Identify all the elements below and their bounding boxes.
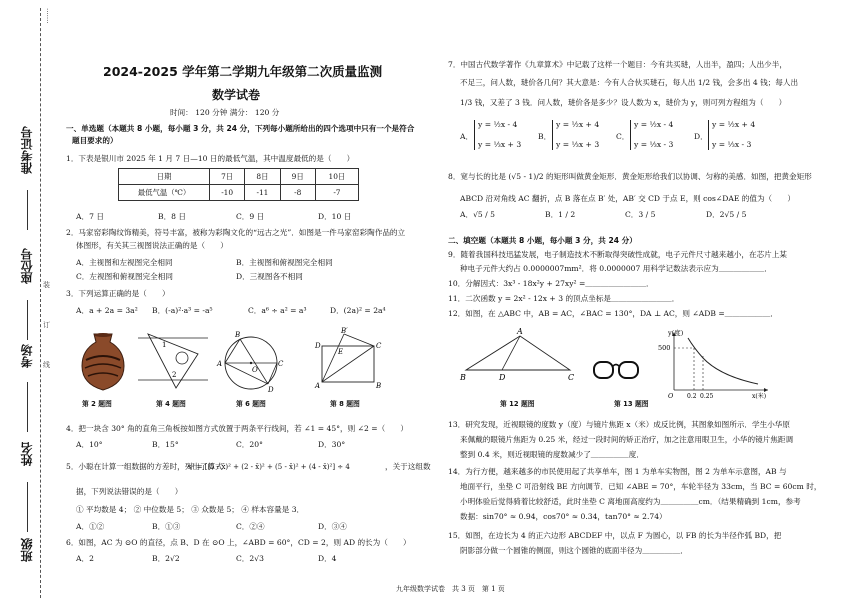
- q6-option-c: C．2√3: [236, 554, 264, 563]
- pottery-jar-figure: [80, 330, 126, 392]
- fold-mark-3: 线: [43, 361, 50, 369]
- q12-stem: 12．如图，在 △ABC 中，AB = AC，∠BAC = 130°，DA ⊥ AC，则 ∠ADB =＿＿＿＿＿＿．: [448, 309, 778, 318]
- section1-heading: 一、单选题（本题共 8 小题，每小题 3 分，共 24 分，下列每小题所给出的四个选项中只有一个是符合: [66, 124, 415, 133]
- q5-stem-2: 据，下列说法错误的是（ ）: [76, 487, 183, 496]
- q1-stem: 1．下表是银川市 2025 年 1 月 7 日—10 日的最低气温，其中温度最低的是（ ）: [66, 154, 355, 163]
- q6-option-d: D．4: [318, 554, 337, 563]
- name-line: [27, 482, 28, 532]
- q2-stem-2: 体图形，有关其三视图说法正确的是（ ）: [76, 241, 228, 250]
- q7-option-c-system: [630, 120, 673, 150]
- fig8-point-d-label: D: [315, 342, 321, 350]
- point-a-label: A: [217, 360, 223, 368]
- q7-stem-3: 1/3 钱，又差了 3 钱．问人数，琎价各是多少？设人数为 x，琎价为 y，则可列方程组为（ ）: [460, 98, 787, 107]
- point-o-label: O: [252, 366, 258, 374]
- point-e-label: E: [338, 348, 344, 356]
- q14-stem-2: 地面平行，坐垫 C 可沿射线 BE 方向调节．已知 ∠ABE = 70°，车轮半径为 33cm，当 BC = 60cm 时，: [460, 482, 822, 491]
- graph-x-axis-label: x(米): [752, 393, 767, 400]
- q5-option-a: A．①②: [76, 522, 105, 531]
- table-header-cell: 8日: [245, 169, 280, 185]
- q8-option-c: C．3 / 5: [625, 210, 656, 219]
- q8-stem-2: ABCD 沿对角线 AC 翻折，点 B 落在点 B′ 处，AB′ 交 CD 于点 E，则 cos∠DAE 的值为（ ）: [460, 194, 795, 203]
- fig12-point-b-label: B: [460, 373, 466, 382]
- seat-label: 座位号: [20, 248, 34, 284]
- table-cell: -10: [210, 185, 245, 201]
- name-label: 姓名: [20, 442, 34, 466]
- q5-variance-formula: s² = [(5 - x̄)² + (2 - x̄)² + (5 - x̄)² + (4 - x̄)²] ÷ 4: [188, 463, 350, 471]
- binding-strip: [0, 0, 52, 608]
- fold-mark-2: 订: [43, 321, 50, 329]
- q3-option-d: D．(2a)² = 2a⁴: [330, 306, 386, 315]
- q9-stem: 9．随着我国科技迅猛发展，电子制造技术不断取得突破性成就，电子元件尺寸越来越小，在芯片上某: [448, 250, 787, 259]
- q8-stem: 8．宽与长的比是 (√5 - 1)/2 的矩形叫做黄金矩形．黄金矩形给我们以协调、匀称的美感．如图，把黄金矩形: [448, 172, 812, 181]
- graph-x-tick-0-25: 0.25: [700, 393, 714, 400]
- q15-stem-2: 阴影部分做一个圆锥的侧面，则这个圆锥的底面半径为＿＿＿＿＿．: [460, 546, 688, 555]
- q6-circle-figure: [217, 328, 284, 394]
- fig4-caption: 第 4 题图: [156, 400, 186, 408]
- room-line: [27, 382, 28, 432]
- fig8-point-b-label: B: [376, 382, 382, 390]
- q6-option-a: A．2: [76, 554, 94, 563]
- time-info: 时间： 120 分钟 满分： 120 分: [170, 108, 280, 117]
- fig13-caption: 第 13 题图: [614, 400, 649, 408]
- q1-option-c: C．9 日: [236, 212, 265, 221]
- room-label: 考场: [20, 344, 34, 368]
- q11-stem: 11．二次函数 y = 2x² - 12x + 3 的顶点坐标是＿＿＿＿＿＿＿＿．: [448, 294, 680, 303]
- fig12-point-a-label: A: [517, 327, 523, 336]
- q14-stem-4: 数据：sin70° ≈ 0.94，cos70° ≈ 0.34，tan70° ≈ 2.74）: [460, 512, 667, 521]
- q13-stem-2: 来佩戴的眼镜片焦距为 0.25 米，经过一段时间的矫正治疗，加之注意用眼卫生，小华的镜片焦距调: [460, 435, 794, 444]
- point-b-label: B: [235, 331, 241, 339]
- table-row: [119, 169, 359, 185]
- q3-option-b: B．(-a)²·a³ = -a⁵: [152, 306, 213, 315]
- q4-stem: 4．把一块含 30° 角的直角三角板按如图方式放置于两条平行线间，若 ∠1 = 45°，则 ∠2 =（ ）: [66, 424, 408, 433]
- fig2-caption: 第 2 题图: [82, 400, 112, 408]
- table-cell: 最低气温（℃）: [119, 185, 210, 201]
- q7-option-a-eq1: y = ½x - 4: [478, 120, 518, 129]
- q15-stem: 15．如图，在边长为 4 的正六边形 ABCDEF 中，以点 F 为圆心，以 FB 的长为半径作弧 BD，把: [448, 531, 782, 540]
- exam-title: 2024-2025 学年第二学期九年级第二次质量监测: [103, 64, 383, 79]
- q7-option-b-system: [552, 120, 599, 150]
- q14-stem-3: 小明体验后觉得骑着比较舒适，此时坐垫 C 离地面高度约为＿＿＿＿＿cm．（结果精确到 1cm，参考: [460, 497, 801, 506]
- graph-x-tick-0-2: 0.2: [687, 393, 697, 400]
- fig6-caption: 第 6 题图: [236, 400, 266, 408]
- q4-option-d: D．30°: [318, 440, 346, 449]
- point-d-label: D: [268, 386, 274, 394]
- q5-stem-tail: ，关于这组数: [385, 462, 431, 471]
- q8-option-a: A．√5 / 5: [460, 210, 495, 219]
- seat-line: [27, 300, 28, 340]
- fig12-point-d-label: D: [499, 373, 506, 382]
- q13-stem-3: 整到 0.4 米，则近视眼镜的度数减少了＿＿＿＿＿度．: [460, 450, 644, 459]
- fig12-caption: 第 12 题图: [500, 400, 535, 408]
- q7-option-d-eq2: y = ⅓x - 3: [712, 140, 752, 149]
- table-row: [119, 185, 359, 201]
- exam-no-line: [27, 190, 28, 230]
- q5-option-c: C．②④: [236, 522, 265, 531]
- q7-option-b-eq1: y = ½x + 4: [556, 120, 600, 129]
- q4-option-c: C．20°: [236, 440, 263, 449]
- q10-stem: 10．分解因式：3x³ - 18x²y + 27xy² =＿＿＿＿＿＿＿＿．: [448, 279, 654, 288]
- q7-stem-2: 不足三，问人数，琎价各几何？其大意是：今有人合伙买琎石，每人出 1/2 钱，会多出 4 钱；每人出: [460, 78, 799, 87]
- q7-option-c-eq1: y = ½x - 4: [634, 120, 674, 129]
- q2-option-d: D．三视图各不相同: [236, 272, 303, 281]
- fig12-point-c-label: C: [568, 373, 575, 382]
- binding-dots: ·······: [43, 8, 51, 24]
- q2-option-c: C．左视图和俯视图完全相同: [76, 272, 173, 281]
- q7-option-b-label: B．: [538, 132, 552, 141]
- q4-triangle-figure: [138, 330, 208, 392]
- q5-option-b: B．①③: [152, 522, 181, 531]
- table-cell: -11: [245, 185, 280, 201]
- point-bprime-label: B′: [341, 327, 348, 335]
- q1-option-a: A．7 日: [76, 212, 104, 221]
- class-label: 班级: [20, 538, 34, 562]
- graph-y-axis-label: y(度): [668, 329, 684, 337]
- fig8-caption: 第 8 题图: [330, 400, 360, 408]
- q2-option-a: A．主视图和左视图完全相同: [76, 258, 173, 267]
- temperature-table: [118, 168, 359, 201]
- q7-option-a-label: A．: [460, 132, 474, 141]
- exam-subject: 数学试卷: [212, 88, 261, 102]
- q13-inverse-graph: [654, 328, 772, 400]
- q14-stem: 14．为行方便，越来越多的市民使用起了共享单车，图 1 为单车实物图，图 2 为单车示意图，AB 与: [448, 467, 787, 476]
- q13-stem: 13．研究发现，近视眼镜的度数 y（度）与镜片焦距 x（米）成反比例，其图象如图所示．学生小华原: [448, 420, 790, 429]
- q3-stem: 3．下列运算正确的是（ ）: [66, 289, 170, 298]
- q7-option-b-eq2: y = ⅓x + 3: [556, 140, 600, 149]
- q7-option-d-eq1: y = ½x + 4: [712, 120, 756, 129]
- table-cell: -8: [280, 185, 315, 201]
- q7-option-c-eq2: y = ⅓x - 3: [634, 140, 674, 149]
- angle-2-label: 2: [172, 371, 177, 379]
- q7-option-d-label: D．: [694, 132, 708, 141]
- q7-option-a-system: [474, 120, 521, 150]
- q6-option-b: B．2√2: [152, 554, 180, 563]
- q1-option-b: B．8 日: [158, 212, 187, 221]
- table-header-cell: 7日: [210, 169, 245, 185]
- q4-option-b: B．15°: [152, 440, 179, 449]
- point-c-label: C: [278, 360, 284, 368]
- q2-stem: 2．马家窑彩陶纹饰精美，符号丰富，被称为彩陶文化的“远古之光”．如图是一件马家窑彩陶作品的立: [66, 228, 406, 237]
- q6-stem: 6．如图，AC 为 ⊙O 的直径，点 B、D 在 ⊙O 上，∠ABD = 60°，CD = 2，则 AD 的长为（ ）: [66, 538, 411, 547]
- section2-heading: 二、填空题（本题共 8 小题，每小题 3 分，共 24 分）: [448, 236, 637, 245]
- q12-triangle-figure: [458, 326, 578, 382]
- table-header-cell: 日期: [119, 169, 210, 185]
- table-header-cell: 9日: [280, 169, 315, 185]
- table-cell: -7: [315, 185, 358, 201]
- q8-option-b: B．1 / 2: [545, 210, 576, 219]
- fig8-point-c-label: C: [376, 342, 382, 350]
- graph-origin-label: O: [668, 392, 674, 400]
- q7-option-c-label: C．: [616, 132, 630, 141]
- q7-stem: 7．中国古代数学著作《九章算术》中记载了这样一个题目：今有共买琎，人出半，盈四；人出少半，: [448, 60, 787, 69]
- q3-option-a: A．a + 2a = 3a²: [76, 306, 138, 315]
- q9-stem-2: 种电子元件大约占 0.0000007mm²．将 0.0000007 用科学记数法表示应为＿＿＿＿＿＿．: [460, 264, 772, 273]
- angle-1-label: 1: [162, 341, 167, 349]
- q5-statements: ① 平均数是 4； ② 中位数是 5； ③ 众数是 5； ④ 样本容量是 3．: [76, 505, 305, 514]
- exam-no-label: 准考证号: [20, 126, 34, 174]
- q3-option-c: C．a⁶ ÷ a² = a³: [248, 306, 307, 315]
- q5-stem: 5．小聪在计算一组数据的方差时，列出了算式：: [66, 462, 231, 471]
- q8-rectangle-figure: [314, 328, 384, 394]
- graph-y-tick-500: 500: [658, 344, 671, 352]
- glasses-icon: [592, 356, 640, 382]
- fig8-point-a-label: A: [315, 382, 321, 390]
- q2-option-b: B．主视图和俯视图完全相同: [236, 258, 333, 267]
- fold-line: [40, 8, 41, 598]
- q1-option-d: D．10 日: [318, 212, 352, 221]
- fold-mark-1: 装: [43, 281, 50, 289]
- q5-option-d: D．③④: [318, 522, 347, 531]
- section1-heading-2: 题目要求的）: [72, 136, 118, 145]
- q7-option-d-system: [708, 120, 755, 150]
- q4-option-a: A．10°: [76, 440, 103, 449]
- page-footer: 九年级数学试卷 共 3 页 第 1 页: [396, 585, 505, 593]
- table-header-cell: 10日: [315, 169, 358, 185]
- q7-option-a-eq2: y = ⅓x + 3: [478, 140, 522, 149]
- q8-option-d: D．2√5 / 5: [706, 210, 747, 219]
